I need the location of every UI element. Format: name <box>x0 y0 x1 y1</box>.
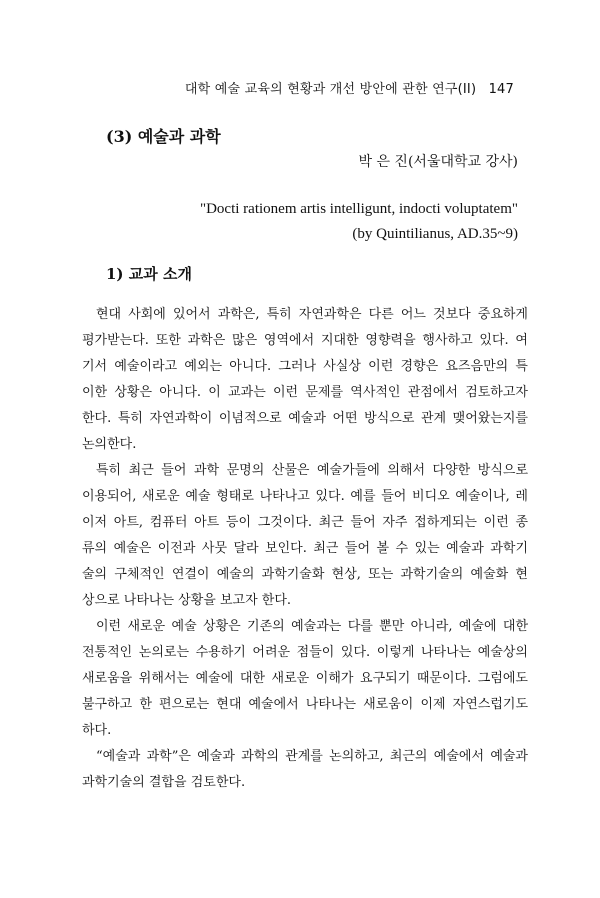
body-line: 기서 예술이라고 예외는 아니다. 그러나 사실상 이런 경향은 요즈음만의 특 <box>82 359 528 374</box>
body-line: 과학기술의 결합을 검토한다. <box>82 775 246 790</box>
body-line: 하다. <box>82 723 112 738</box>
body-text <box>82 302 528 796</box>
page-number: 147 <box>488 82 514 97</box>
body-line: 전통적인 논의로는 수용하기 어려운 점들이 있다. 이렇게 나타나는 예술상의 <box>82 645 528 660</box>
body-line: 특히 최근 들어 과학 문명의 산물은 예술가들에 의해서 다양한 방식으로 <box>96 463 528 478</box>
subsection-title: 1) 교과 소개 <box>106 265 192 283</box>
body-line: 불구하고 한 편으로는 현대 예술에서 나타나는 새로움이 이제 자연스럽기도 <box>82 697 528 712</box>
body-line: 평가받는다. 또한 과학은 많은 영역에서 지대한 영향력을 행사하고 있다. 여 <box>82 333 528 348</box>
body-line: “예술과 과학”은 예술과 과학의 관계를 논의하고, 최근의 예술에서 예술과 <box>96 749 528 764</box>
epigraph <box>200 197 518 247</box>
body-line: 한다. 특히 자연과학이 이념적으로 예술과 어떤 방식으로 관계 맺어왔는지를 <box>82 411 528 426</box>
body-line: 새로움을 위해서는 예술에 대한 새로운 이해가 요구되기 때문이다. 그럼에도 <box>82 671 528 686</box>
running-header <box>185 78 514 97</box>
body-line: 류의 예술은 이전과 사뭇 달라 보인다. 최근 들어 볼 수 있는 예술과 과학기 <box>82 541 528 556</box>
body-line: 상으로 나타나는 상황을 보고자 한다. <box>82 593 292 608</box>
running-title: 대학 예술 교육의 현황과 개선 방안에 관한 연구(II) <box>184 82 477 97</box>
body-line: 이런 새로운 예술 상황은 기존의 예술과는 다를 뿐만 아니라, 예술에 대한 <box>96 619 528 634</box>
body-line: 이한 상황은 아니다. 이 교과는 이런 문제를 역사적인 관점에서 검토하고자 <box>82 385 528 400</box>
author-line: 박 은 진(서울대학교 강사) <box>358 154 518 170</box>
body-line: 이저 아트, 컴퓨터 아트 등이 그것이다. 최근 들어 자주 접하게되는 이런 종 <box>82 515 528 530</box>
body-line: 술의 구체적인 연결이 예술의 과학기술화 현상, 또는 과학기술의 예술화 현 <box>82 567 528 582</box>
body-line: 이용되어, 새로운 예술 형태로 나타나고 있다. 예를 들어 비디오 예술이나, 레 <box>82 489 528 504</box>
body-line: 현대 사회에 있어서 과학은, 특히 자연과학은 다른 어느 것보다 중요하게 <box>96 307 528 322</box>
section-title: (3) 예술과 과학 <box>106 127 221 146</box>
body-line: 논의한다. <box>82 437 137 452</box>
epigraph-attribution: (by Quintilianus, AD.35~9) <box>352 226 518 242</box>
epigraph-quote: "Docti rationem artis intelligunt, indocti voluptatem" <box>199 201 518 217</box>
